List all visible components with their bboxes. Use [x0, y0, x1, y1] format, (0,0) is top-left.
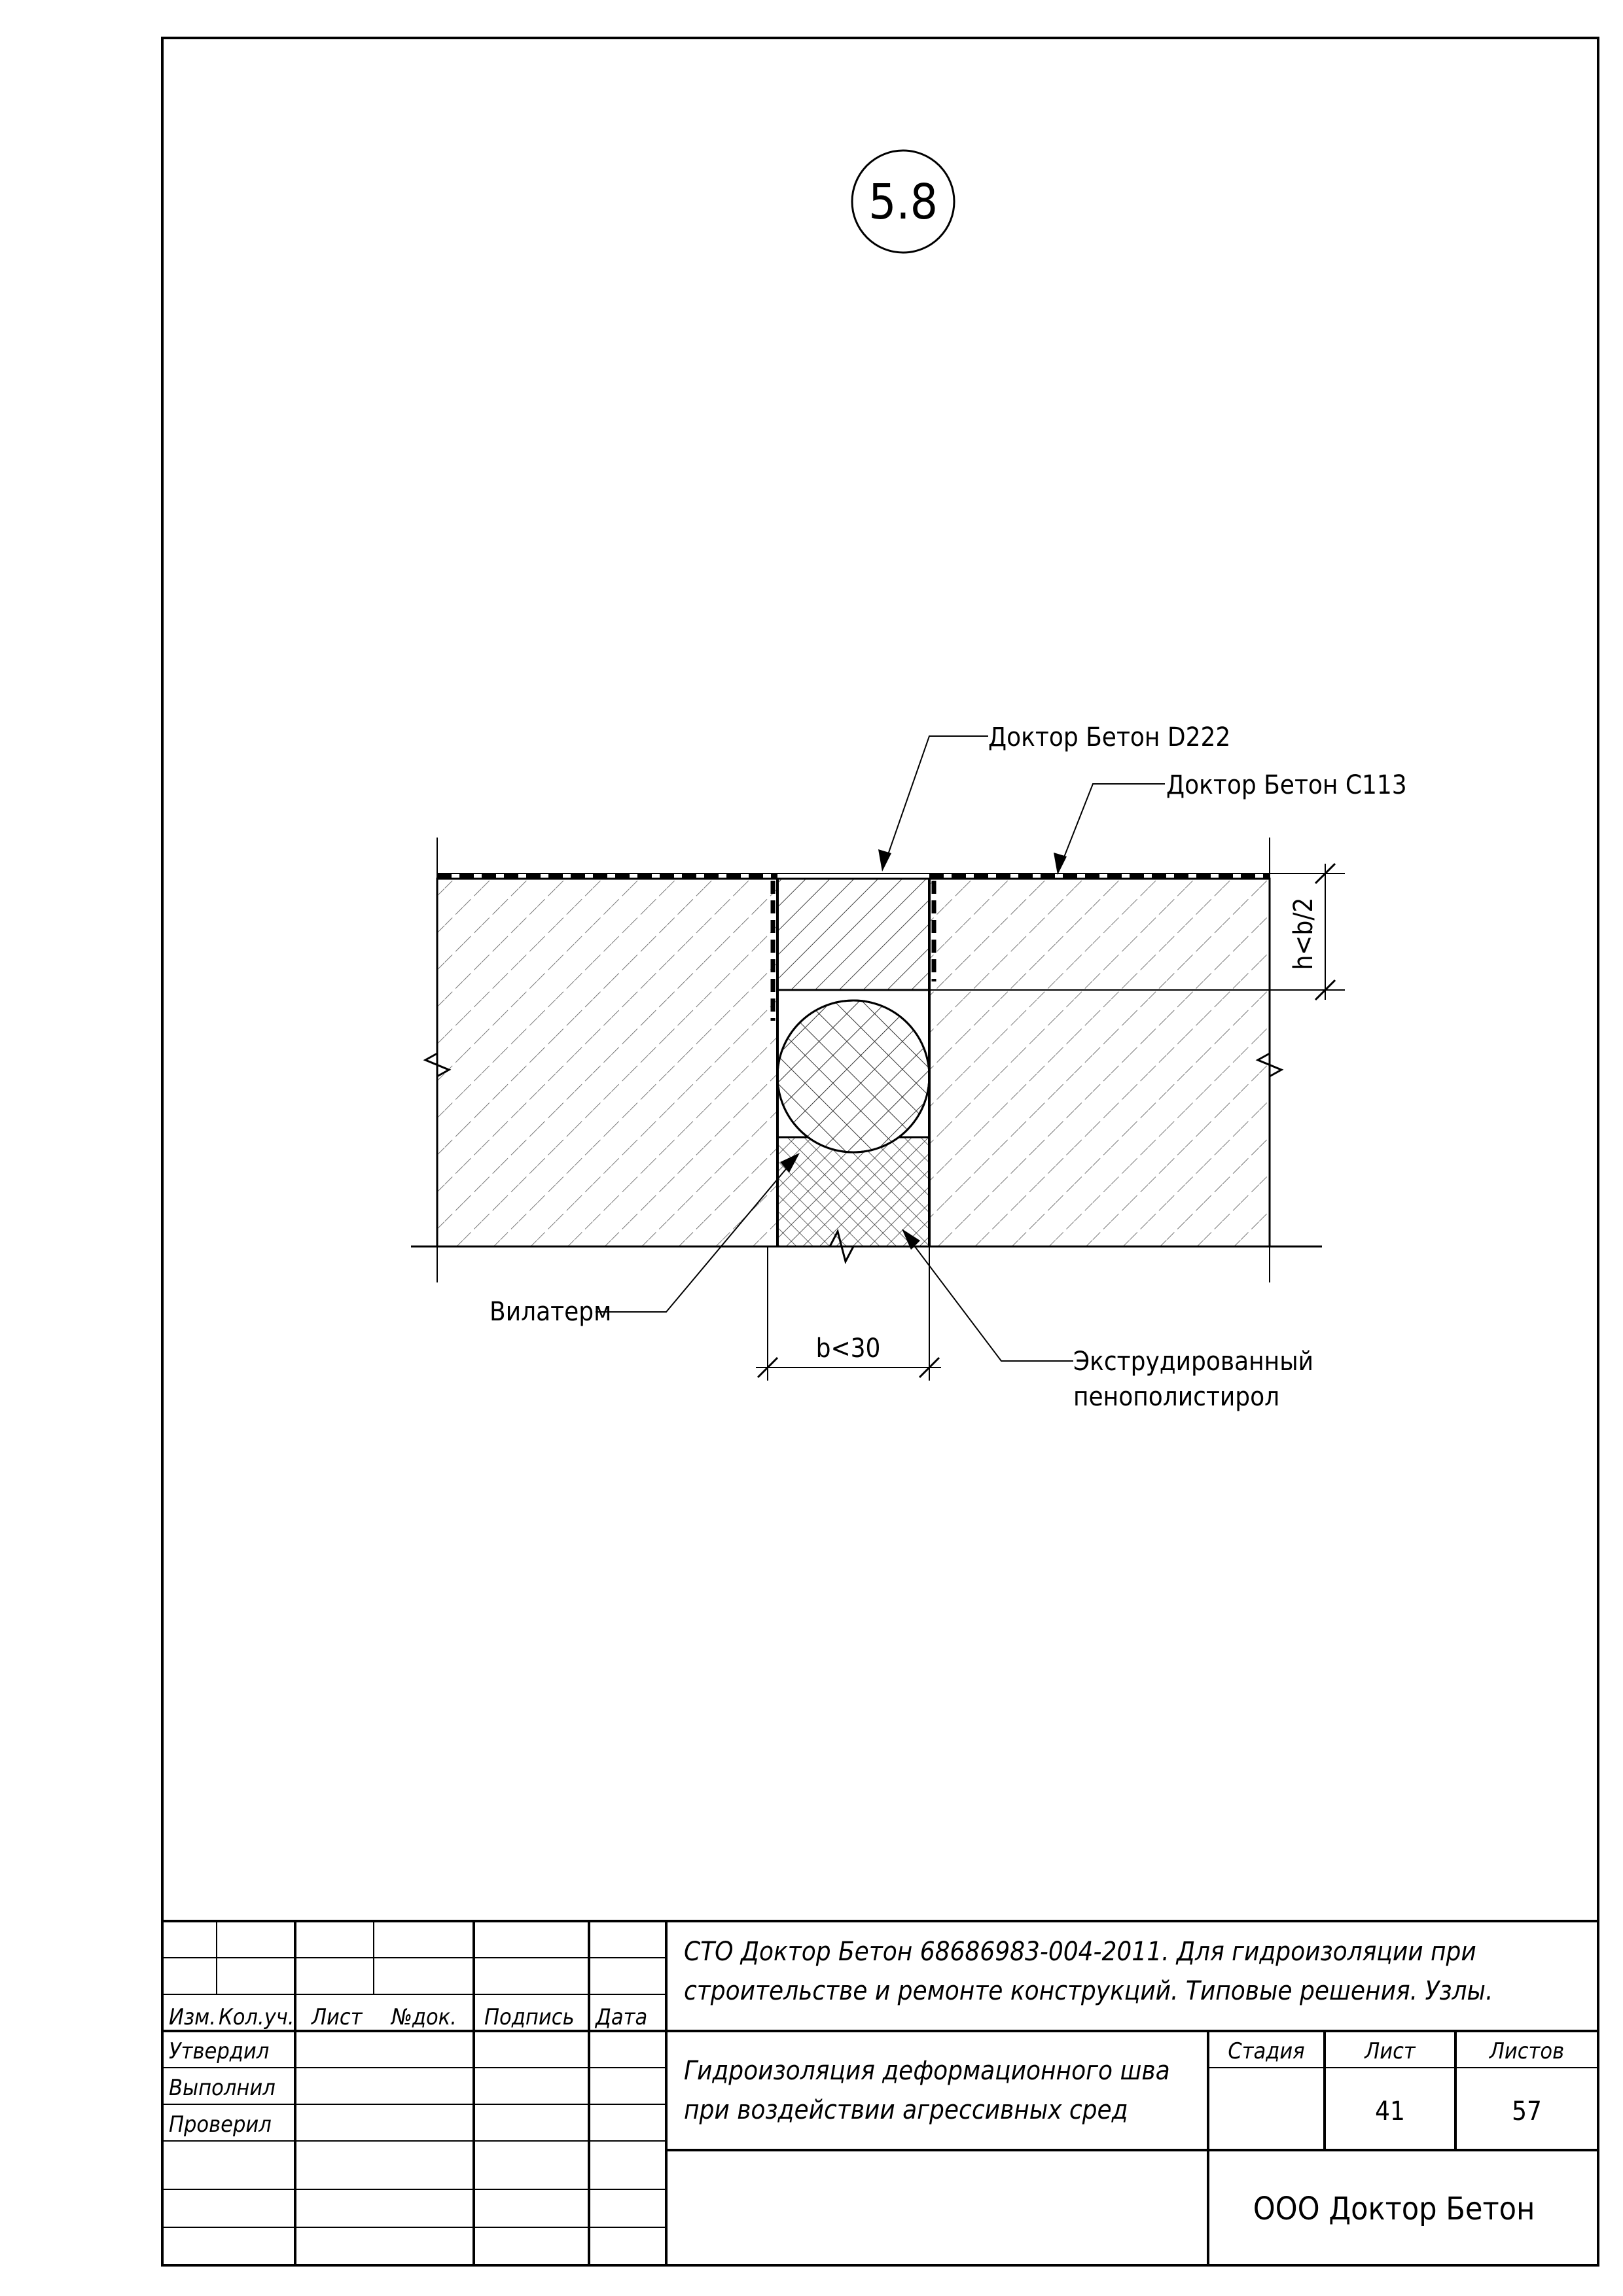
tb-sheet-title-line2: при воздействии агрессивных сред	[684, 2095, 1128, 2125]
tb-sheet-value: 41	[1375, 2096, 1405, 2127]
tb-role-vypolnil: Выполнил	[169, 2075, 276, 2101]
tb-header-list: Лист	[312, 2004, 363, 2030]
tb-role-utverdil: Утвердил	[169, 2038, 270, 2064]
leader-c113	[1054, 770, 1407, 875]
leader-xps	[902, 1229, 1313, 1412]
tb-doc-title-line2: строительстве и ремонте конструкций. Типовые решения. Узлы.	[684, 1976, 1493, 2006]
tb-header-podpis: Подпись	[484, 2004, 575, 2030]
leader-c113-line	[1060, 784, 1165, 867]
sealant-d222	[777, 879, 929, 990]
dimension-b-text: b<30	[815, 1333, 881, 1364]
label-xps-line2: пенополистирол	[1073, 1382, 1280, 1412]
dimension-h	[1289, 864, 1335, 1000]
tb-company: ООО Доктор Бетон	[1253, 2191, 1535, 2227]
vilaterm-cord-hatch	[777, 1000, 929, 1152]
dimension-h-text: h<b/2	[1289, 897, 1319, 970]
label-xps-line1: Экструдированный	[1073, 1347, 1314, 1377]
leader-d222-line	[885, 736, 988, 864]
tb-sheet-label: Лист	[1364, 2038, 1416, 2064]
xps-filler	[777, 1137, 929, 1246]
leader-xps-line	[906, 1235, 1073, 1361]
title-block-text	[169, 1937, 1564, 2227]
concrete-slab-right	[929, 879, 1270, 1246]
tb-role-proveril: Проверил	[169, 2111, 272, 2138]
concrete-slab-left	[437, 879, 777, 1246]
dimension-b	[756, 1246, 941, 1381]
tb-header-koluch: Кол.уч.	[219, 2004, 294, 2030]
tb-doc-title-line1: СТО Доктор Бетон 68686983-004-2011. Для гидроизоляции при	[684, 1937, 1476, 1967]
leader-d222-arrow	[878, 849, 891, 872]
label-d222: Доктор Бетон D222	[988, 722, 1231, 752]
detail-marker-number: 5.8	[868, 174, 938, 230]
tb-header-izm: Изм.	[169, 2004, 216, 2030]
label-c113: Доктор Бетон С113	[1166, 770, 1407, 800]
joint-section	[411, 722, 1407, 1412]
tb-sheet-title-line1: Гидроизоляция деформационного шва	[684, 2056, 1170, 2086]
tb-stage-label: Стадия	[1228, 2038, 1305, 2064]
tb-header-ndok: №док.	[391, 2004, 457, 2030]
tb-header-data: Дата	[596, 2004, 648, 2030]
tb-sheets-value: 57	[1512, 2096, 1542, 2127]
detail-marker	[852, 150, 954, 253]
tb-sheets-label: Листов	[1489, 2038, 1565, 2064]
label-vilaterm: Вилатерм	[490, 1297, 612, 1327]
